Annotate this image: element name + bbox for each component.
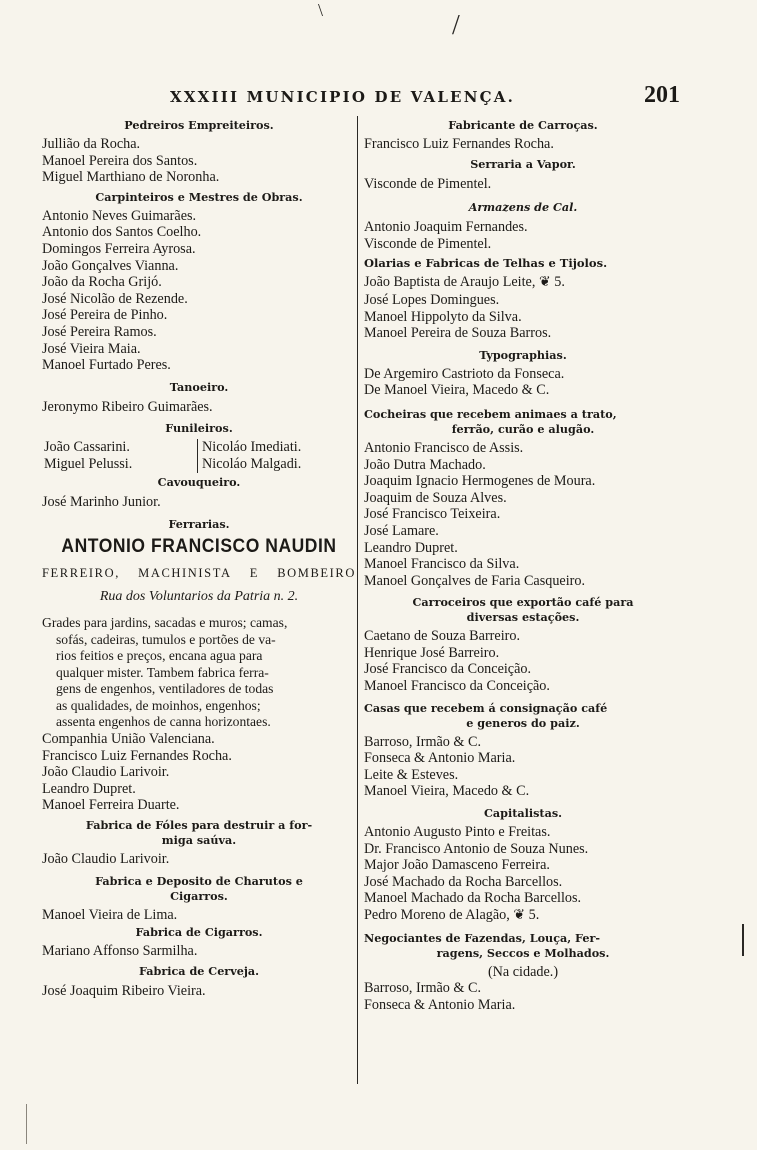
section-list: [42, 136, 356, 186]
section-list: [364, 628, 682, 694]
list-item: Manoel Hippolyto da Silva.: [364, 308, 522, 325]
section-heading: Tanoeiro.: [169, 379, 229, 394]
list-item: De Argemiro Castrioto da Fonseca.: [364, 365, 565, 382]
list-item: João da Rocha Grijó.: [42, 274, 162, 291]
trade-word: E: [249, 565, 260, 580]
list-item: Manoel Gonçalves de Faria Casqueiro.: [364, 572, 586, 589]
list-item: Joaquim Ignacio Hermogenes de Moura.: [364, 473, 596, 490]
list-item: Nicoláo Malgadi.: [202, 455, 302, 472]
section-heading: Typographias.: [479, 347, 567, 362]
list-item: [364, 274, 682, 292]
list-item: Manoel Pereira de Souza Barros.: [364, 325, 552, 342]
heading-line: Cocheiras que recebem animaes a trato,: [364, 406, 617, 421]
list-item: Visconde de Pimentel.: [364, 175, 492, 192]
page-number: 201: [644, 82, 680, 108]
section-heading: Armazens de Cal.: [468, 200, 578, 215]
section-list: [42, 208, 356, 374]
list-item: Leite & Esteves.: [364, 766, 459, 783]
list-item: João Gonçalves Vianna.: [42, 257, 179, 274]
page-title: XXXIII MUNICIPIO DE VALENÇA.: [170, 88, 516, 106]
list-item: Antonio Neves Guimarães.: [42, 207, 197, 224]
list-item: José Lamare.: [364, 522, 439, 539]
list-column: [44, 439, 132, 472]
section-heading: [42, 874, 356, 904]
page-header: [40, 82, 700, 112]
list-item: Francisco Luiz Fernandes Rocha.: [42, 747, 232, 764]
list-item: José Francisco Teixeira.: [364, 506, 501, 523]
list-item: Joaquim de Souza Alves.: [364, 489, 507, 506]
advertisement-text: [42, 615, 356, 731]
heading-line: diversas estações.: [466, 610, 580, 625]
heading-line: ferrão, curão e alugão.: [451, 421, 595, 436]
list-item: Miguel Marthiano de Noronha.: [42, 169, 220, 186]
list-item: Antonio Francisco de Assis.: [364, 439, 524, 456]
section-heading: Pedreiros Empreiteiros.: [124, 118, 274, 132]
list-item: Fonseca & Antonio Maria.: [364, 750, 516, 767]
top-mark-2: /: [452, 10, 460, 41]
list-item: Jullião da Rocha.: [42, 136, 141, 152]
list-item: Antonio Augusto Pinto e Freitas.: [364, 824, 551, 841]
top-mark-1: \: [318, 0, 324, 20]
ad-text-line: assenta engenhos de canna horizontaes.: [56, 714, 271, 730]
heading-line: Cigarros.: [170, 888, 228, 903]
ad-text-line: as qualidades, de moinhos, engenhos;: [56, 697, 261, 713]
section-heading: [364, 407, 682, 437]
list-item: Leandro Dupret.: [364, 539, 458, 556]
section-heading: [364, 931, 682, 961]
section-heading: Ferrarias.: [168, 516, 230, 531]
list-item: José Lopes Domingues.: [364, 291, 500, 308]
section-heading: Fabricante de Carroças.: [448, 118, 598, 132]
list-item: Major João Damasceno Ferreira.: [364, 857, 550, 874]
heading-line: Negociantes de Fazendas, Louça, Fer-: [364, 930, 601, 945]
list-item: Jeronymo Ribeiro Guimarães.: [42, 398, 213, 415]
list-item: José Vieira Maia.: [42, 340, 141, 357]
list-item: Companhia União Valenciana.: [42, 731, 215, 748]
location-note: (Na cidade.): [487, 963, 559, 980]
list-item: José Joaquim Ribeiro Vieira.: [42, 982, 206, 999]
section-heading: Carpinteiros e Mestres de Obras.: [95, 189, 303, 204]
list-item: Manoel Vieira de Lima.: [42, 906, 178, 923]
right-column: [364, 116, 682, 1013]
ad-text-line: qualquer mister. Tambem fabrica ferra-: [56, 664, 269, 680]
heading-line: Casas que recebem á consignação café: [364, 700, 608, 715]
list-item: José Nicolão de Rezende.: [42, 290, 188, 307]
list-item: Manoel Francisco da Silva.: [364, 556, 520, 573]
list-item: Antonio dos Santos Coelho.: [42, 224, 202, 241]
list-item: Nicoláo Imediati.: [202, 439, 302, 456]
heading-line: e generos do paiz.: [466, 715, 580, 730]
section-heading: [42, 818, 356, 848]
section-list: [364, 734, 682, 800]
list-item: Fonseca & Antonio Maria.: [364, 996, 516, 1013]
list-item: Manoel Francisco da Conceição.: [364, 678, 550, 695]
heading-line: Fabrica e Deposito de Charutos e: [95, 873, 303, 888]
section-list: [364, 274, 682, 341]
list-item: João Claudio Larivoir.: [42, 851, 170, 868]
list-item: [364, 907, 682, 925]
list-item: Mariano Affonso Sarmilha.: [42, 943, 198, 960]
list-item: Francisco Luiz Fernandes Rocha.: [364, 136, 554, 152]
list-item: Henrique José Barreiro.: [364, 644, 500, 661]
list-item: Antonio Joaquim Fernandes.: [364, 219, 528, 236]
section-heading: Fabrica de Cerveja.: [138, 963, 260, 978]
list-item: João Claudio Larivoir.: [42, 764, 170, 781]
list-item: José Marinho Junior.: [42, 494, 161, 511]
advertisement-name: ANTONIO FRANCISCO NAUDIN: [61, 535, 337, 557]
list-item: Manoel Ferreira Duarte.: [42, 797, 180, 814]
list-item: Manoel Pereira dos Santos.: [42, 152, 198, 169]
list-item: Barroso, Irmão & C.: [364, 980, 482, 997]
list-item: Manoel Vieira, Macedo & C.: [364, 783, 530, 800]
list-column: [197, 439, 301, 472]
section-list: [364, 824, 682, 925]
section-heading: [364, 595, 682, 625]
trade-word: BOMBEIRO: [277, 565, 356, 580]
section-heading: Olarias e Fabricas de Telhas e Tijolos.: [364, 256, 608, 271]
list-item: José Francisco da Conceição.: [364, 661, 532, 678]
list-item: João Dutra Machado.: [364, 456, 486, 473]
ad-text-line: Grades para jardins, sacadas e muros; camas,: [42, 614, 288, 630]
list-item: José Pereira de Pinho.: [42, 307, 168, 324]
list-item: Domingos Ferreira Ayrosa.: [42, 240, 196, 257]
section-heading: Serraria a Vapor.: [470, 156, 576, 171]
section-heading: [364, 701, 682, 731]
list-item: Manoel Furtado Peres.: [42, 357, 171, 374]
list-item: Dr. Francisco Antonio de Souza Nunes.: [364, 840, 589, 857]
two-column-list: [42, 439, 356, 473]
ad-text-line: gens de engenhos, ventiladores de todas: [56, 681, 274, 697]
heading-line: Carroceiros que exportão café para: [412, 595, 634, 610]
list-item: Visconde de Pimentel.: [364, 235, 492, 252]
left-column: [42, 116, 356, 999]
section-heading: Fabrica de Cigarros.: [135, 925, 263, 940]
section-list: [42, 731, 356, 814]
section-heading: Capitalistas.: [483, 806, 563, 821]
list-item: João Cassarini.: [44, 439, 130, 456]
list-item: Miguel Pelussi.: [44, 455, 133, 472]
list-item: José Pereira Ramos.: [42, 323, 157, 340]
section-list: [364, 440, 682, 589]
margin-mark-right: [742, 924, 744, 956]
notice-symbol-icon: ❦: [538, 275, 551, 291]
list-item: Barroso, Irmão & C.: [364, 733, 482, 750]
list-item: Caetano de Souza Barreiro.: [364, 628, 521, 645]
list-item-text: Pedro Moreno de Alagão,: [364, 907, 510, 923]
heading-line: ragens, Seccos e Molhados.: [436, 945, 610, 960]
section-heading: Funileiros.: [165, 421, 233, 436]
margin-mark-left: [26, 1104, 27, 1144]
list-item: Manoel Machado da Rocha Barcellos.: [364, 890, 582, 907]
list-item: José Machado da Rocha Barcellos.: [364, 873, 563, 890]
column-divider: [357, 116, 358, 1084]
heading-line: miga saúva.: [161, 833, 237, 848]
advertisement-address: Rua dos Voluntarios da Patria n. 2.: [99, 588, 299, 604]
section-heading: Cavouqueiro.: [157, 475, 241, 490]
list-item-suffix: 5.: [554, 274, 565, 291]
advertisement-trades: [42, 566, 356, 581]
trade-word: FERREIRO,: [42, 565, 120, 580]
trade-word: MACHINISTA: [138, 565, 232, 580]
ad-text-line: sofás, cadeiras, tumulos e portões de va-: [56, 631, 276, 647]
heading-line: Fabrica de Fóles para destruir a for-: [85, 818, 313, 833]
list-item-suffix: 5.: [528, 907, 540, 923]
ad-text-line: rios feitios e preços, encana agua para: [56, 648, 263, 664]
list-item: De Manoel Vieira, Macedo & C.: [364, 382, 550, 399]
list-item-text: João Baptista de Araujo Leite,: [364, 274, 536, 291]
notice-symbol-icon: ❦: [513, 908, 526, 923]
list-item: Leandro Dupret.: [42, 780, 136, 797]
